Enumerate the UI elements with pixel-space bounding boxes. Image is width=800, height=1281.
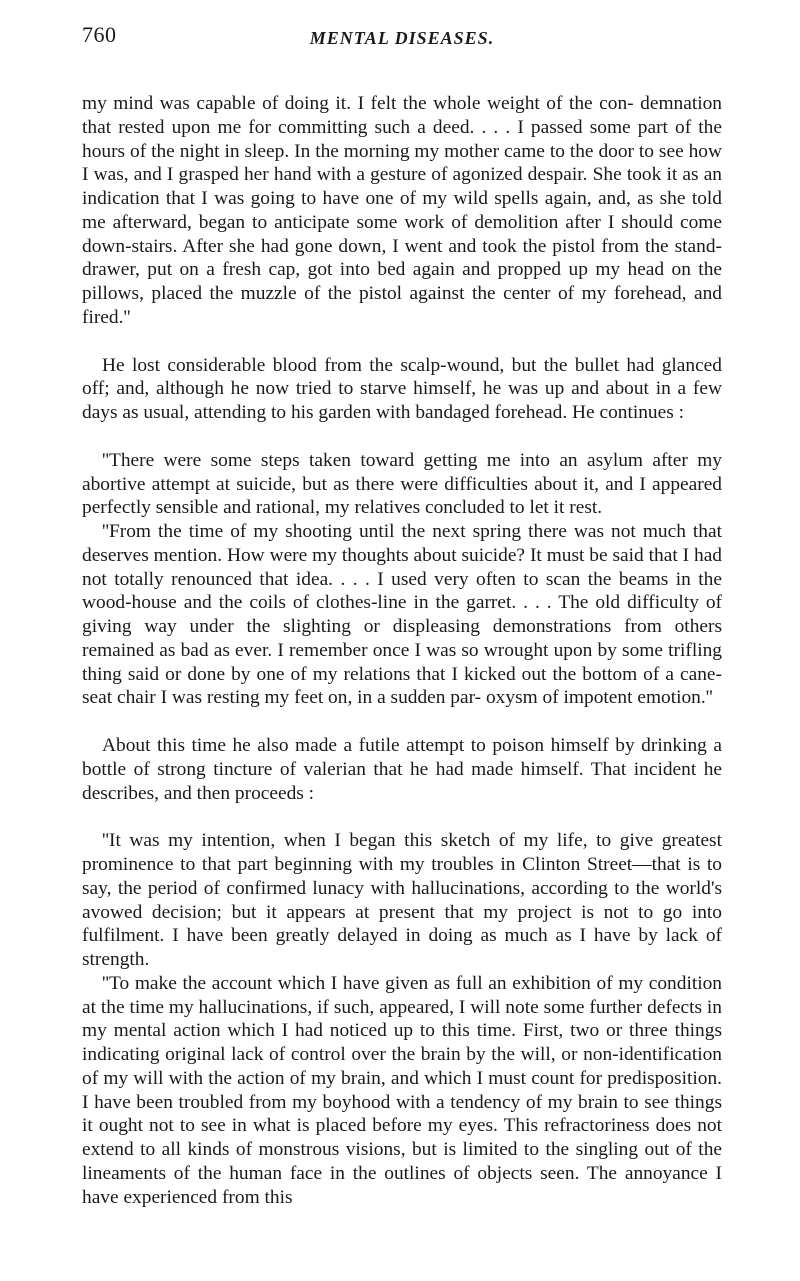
paragraph-quote-intention: ''It was my intention, when I began this sketch of my life, to give greatest prominence to that part beginning with my troubles in Clinton Street—that is to say, the period of confirmed lunacy with hallucinations, according to the world's avowed decision; but it appears at present that my project is not to go into fulfilment. I have been greatly delayed in doing as much as I have by lack of strength. — [82, 830, 722, 970]
running-head — [82, 22, 722, 62]
paragraph-narration: He lost considerable blood from the scalp-wound, but the bullet had glanced off; and, although he now tried to starve himself, he was up and about in a few days as usual, attending to his garden with bandaged forehead. He continues : — [82, 354, 722, 423]
paragraph-narration-valerian: About this time he also made a futile attempt to poison himself by drinking a bottle of strong tincture of valerian that he had made himself. That incident he describes, and then proceeds : — [82, 735, 722, 804]
running-title: MENTAL DISEASES. — [309, 28, 495, 48]
paragraph-continued: my mind was capable of doing it. I felt the whole weight of the con- demnation that rested upon me for committing such a deed. . . . I passed some part of the hours of the night in sleep. In the morning my mother came to the door to see how I was, and I grasped her hand with a gesture of agonized despair. She took it as an indication that I was going to have one of my wild spells again, and, as she told me afterward, began to anticipate some work of demolition after I should come down-stairs. After she had gone down, I went and took the pistol from the stand-drawer, put on a fresh cap, got into bed again and propped up my head on the pillows, placed the muzzle of the pistol against the center of my forehead, and fired.'' — [82, 93, 722, 328]
paragraph-quote-asylum: ''There were some steps taken toward getting me into an asylum after my abortive attempt at suicide, but as there were difficulties about it, and I appeared perfectly sensible and rational, my relatives concluded to let it rest. — [82, 449, 722, 519]
body-text — [82, 92, 722, 1209]
page-number: 760 — [82, 22, 117, 47]
paragraph-quote-defects: ''To make the account which I have given as full an exhibition of my condition at the time my hallucinations, if such, appeared, I will note some further defects in my mental action which I had noticed up to this time. First, two or three things indicating original lack of control over the brain by the will, or non-identification of my will with the action of my brain, and which I must count for predisposition. I have been troubled from my boyhood with a tendency of my brain to see things it ought not to see in what is placed before my eyes. This refractoriness does not extend to all kinds of monstrous visions, but is limited to the singling out of the lineaments of the human face in the outlines of objects seen. The annoyance I have experienced from this — [82, 972, 722, 1208]
paragraph-quote-shooting: ''From the time of my shooting until the next spring there was not much that deserves mention. How were my thoughts about suicide? It must be said that I had not totally renounced that idea. . . . I used very often to scan the beams in the wood-house and the coils of clothes-line in the garret. . . . The old difficulty of giving way under the slighting or displeasing demonstrations from others remained as bad as ever. I remember once I was so wrought upon by some trifling thing said or done by one of my relations that I kicked out the bottom of a cane-seat chair I was resting my feet on, in a sudden par- oxysm of impotent emotion.'' — [82, 521, 722, 709]
